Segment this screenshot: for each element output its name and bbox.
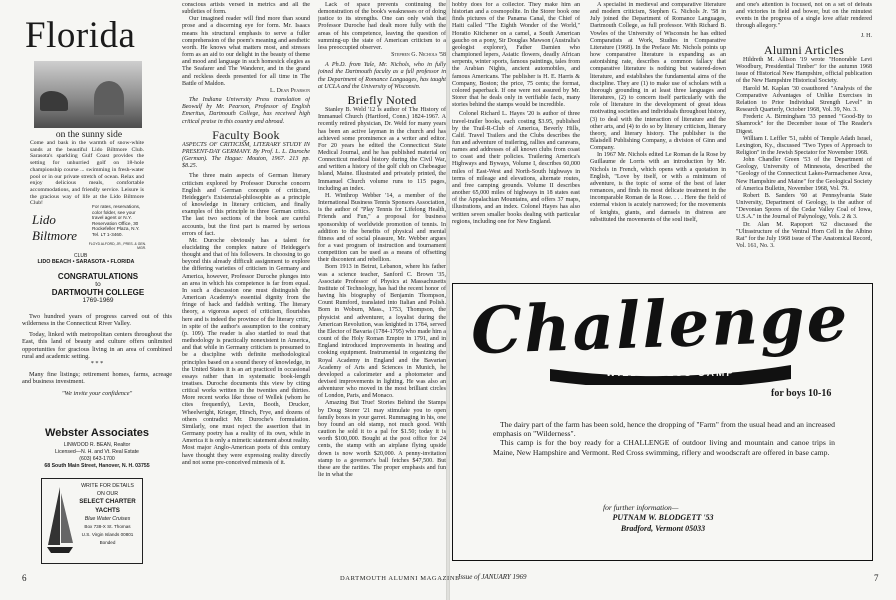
florida-title: Florida [25,15,136,56]
challenge-p2: This camp is for the boy ready for a CHALLENGE of outdoor living and mountain and canoe trips in Maine, New Hampshire and Vermont. Red Cross swimming, riflery and woodscraft are offered in base camp. [493,438,835,457]
congrats-line2: to [95,281,101,288]
yacht-l7: U.S. Virgin Islands 00801 [81,532,134,538]
yacht-ad [41,478,143,564]
col3-p5: Amazing But True! Stories Behind the Stamps by Doug Storer '21 may stimulate you to open family boxes in your garret. Rummaging in his, one boy found an old stamp, not much good. With caution he sold it to a pal for $1.50; today it is worth $100,000. Bought at the post office for 24 cents, the stamp with an airplane flying upside down is now worth $20,000. A penny-invitation stamp to a governor's ball fetches $47,500. But these are the rarities. The proper emphasis and fun lie in what the [318,400,446,478]
r-col3-p3: Harold M. Kaplan '30 coauthored "Analysis of the Comparative Advantages of Unlike Exercises in Relation to Prior Individual Strength Level" in Research Quarterly, October 1968, Vol. 39, No. 3. [736,85,872,114]
florida-subtitle: on the sunny side [55,130,123,140]
yacht-l1: WRITE FOR DETAILS [81,483,134,489]
congrats-line4: 1769-1969 [82,297,114,304]
r-col3-p1: and one's attention is focused, not on a set of defeats and victories in field and bower, but on the minutest events in the progress of a single love affair rendered through allegory." [736,2,872,30]
congrats-p2: Today, linked with metropolitan centers throughout the East, this land of beauty and culture offers unlimited opportunities for gracious living in an area of combined rural and academic setting. [22,330,172,361]
webster-license: Licensed—N. H. and Vt. Real Estate [55,449,139,455]
yacht-l3: SELECT CHARTER [79,498,136,506]
congrats-section [38,272,158,304]
congrats-body [22,313,172,397]
webster-firm: Webster Associates [45,427,149,439]
congrats-stars: * * * [90,360,104,368]
col2-top: conscious artists versed in metrics and all the subtleties of form. [182,2,310,16]
r-col3-sig: J. H. [860,32,872,39]
congrats-p3: Many fine listings; retirement homes, farms, acreage and business investment. [22,370,172,386]
challenge-contact1: PUTNAM W. BLODGETT '53 [612,513,714,522]
left-page-number: 6 [22,573,27,583]
col2-caption: The Indiana University Press translation of Beowulf by Mr. Pearson, Professor of English Emeritus, Dartmouth College, has received high critical praise in this country and abroad. [182,97,310,125]
r-col3-p8: Dr. Alan M. Rapoport '62 discussed the "Ultrastructure of the Ventral Horn Cell in the Albino Rat" for the July 1968 issue of The Anatomical Record, Vol. 161, No. 3. [736,221,872,249]
left-col2 [182,2,310,568]
right-col3 [736,2,872,282]
faculty-book-heading: Faculty Book [212,127,280,142]
faculty-citation: ASPECTS OF CRITICISM, LITERARY STUDY IN PRESENT-DAY GERMANY. By Prof. L. L. Duroche (German). The Hague: Mouton, 1967. 213 pp. $8.25. [182,141,310,170]
webster-address: 68 South Main Street, Hanover, N. H. 03755 [44,463,150,469]
col2-p2: The three main aspects of German literary criticism explored by Professor Duroche concern English and German concepts of criticism, Heidegger's Existenzial-philosophie as a principle of knowledge in literary criticism, and finally examples of this principle in three German critics. The last two sections of the book are careful accounts, but the first part is marred by serious errors of fact. [182,173,310,237]
challenge-body [493,420,835,457]
col3-p4: Born 1913 in Beirut, Lebanon, where his father was a science teacher, Sanford C. Brown '35, Associate Professor of Physics at Massachusetts Institute of Technology, has had the recent honor of having his biography of Benjamin Thompson, Count Rumford, translated into Italian and Polish. Born in Woburn, Mass., 1753, Thompson, the physicist and adventurer, a loyalist during the American Revolution, was knighted in 1784, served the Elector of Bavaria (1784-1795) who made him a count of the Holy Roman Empire in 1791, and in England introduced improvements in heating and cooking equipment. Instrumental in organizing the Royal Academy in England and the Bavarian Academy of Arts and Sciences in Munich, he developed a calorimeter and a photometer and devised improvements in lighting. He was also an adventurer who moved in the most brilliant circles of London, Paris, and Monaco. [318,264,446,400]
col3-p2: Stanley B. Weld '12 is author of The History of Immanuel Church (Hartford, Conn.) 1824-1967. A recently retired physician, Dr. Weld for many years has been an active layman in the church and has achieved some prominence as a writer and editor. For 20 years he edited the Connecticut State Medical Journal, and he has published material on Connecticut medical history during the Civil War, and written a history of the golf club on Chebeague Island, Maine. Illustrated and privately printed, the Immanuel Church volume runs to 115 pages, including an index. [318,107,446,192]
yacht-l8: Bonded [99,540,116,546]
right-col1 [452,2,580,282]
r-col3-p2: Hildreth M. Allison '19 wrote "Honorable Levi Woodbury, Presidential Timber" for the autumn 1968 issue of Historical New Hampshire, official publication of the New Hampshire Historical Society. [736,56,872,85]
col3-p3: H. Winthrop Webber '14, a member of the International Business Tennis Sponsors Association, is the author of "Play Tennis for Lifelong Health, Friends and Fun," a proposal for business sponsorship of worldwide promotion of tennis. In addition to the benefits of physical and mental fitness and of social pleasure, Mr. Webber argues for a vast program of instruction and tournament competition can be used as a means of offsetting their discontent and rebellion. [318,192,446,264]
col2-sig1: L. Dean Pearson [269,87,310,94]
yacht-l2: ON OUR [96,491,119,498]
challenge-contact2: Bradford, Vermont 05033 [620,524,706,533]
florida-manager: FLOYD ALFORD, JR., PRES. & GEN. MGR. [88,242,146,251]
r-col3-p7: Robert B. Sanders '60 at Pennsylvania State University, Department of Geology, is the author of "Devonian Spores of the Cedar Valley Coal of Iowa, U.S.A." in the Journal of Palynology, Vols. 2 & 3. [736,192,872,221]
challenge-logo: Challenge [469,281,851,370]
webster-people: LINWOOD R. BEAN, Realtor [63,442,131,448]
r-col1-p1: hobby does for a collector. They make him an historian and a cosmopolite. In the Storer book one finds pictures of the Panama Canal, the Chief of Haiti called "The Eighth Wonder of the World," Horatio Kitchener on a camel, a South American gaucho on a pony, Sir Douglas Mawson (Australia's geologist explorer), Father Damien who championed lepers, Asiatic flowers, deadly African serpents, winter sports, famous paintings, tales from the Arabian Nights, ancient automobiles, and famous Americans. The publisher is H. E. Harris & Company, Boston; the price, 75 cents; the format, colored paperback. If one were not assured by Mr. Storer that he deals only in verifiable facts, many stories behind the stamps would be incredible. [452,2,580,109]
florida-beach-photo [34,61,142,128]
yacht-l5: Blue Water Cruises [84,515,131,522]
footer-issue: Issue of JANUARY 1969 [458,573,527,581]
r-col1-p2: Colonel Richard L. Hayes '20 is author of three travel-trailer books, each costing $3.95, published by the Trail-R-Club of America, Beverly Hills, Calif. Travel Trailers and the Clubs describes the fun and adventure of trailering, rallies and caravans, names and addresses of all known clubs from coast to coast and their policies. Trailering America's Highways and Byways, Volume I, describes 60,000 miles of East-West and North-South highways in terms of mileage and elevations, alternate routes, and free camping grounds. Volume II describes another 65,000 miles of highways in 18 states east of the Appalachian Mountains, and offers 37 maps, illustrations, and an index. Colonel Hayes has also written seven smaller books dealing with particular regions, including one for New England. [452,111,580,225]
florida-ad [22,16,144,296]
col3-bio: A Ph.D. from Yale, Mr. Nichols, who in fully joined the Dartmouth faculty as a full professor in the Department of Romance Languages, has taught at UCLA and the University of Wisconsin. [318,62,446,90]
florida-rates: For rates, reservations, color folder, see your travel agent or N.Y. Reservation Office, 30 Rockefeller Plaza, N.Y. Tel. LT 1-3460. [92,204,141,237]
yacht-text [75,482,140,548]
challenge-ad [452,283,873,561]
sailboat-icon [45,485,75,557]
challenge-banner-text: WILDERNESS CAMP [606,368,735,379]
left-col3 [318,2,446,568]
lido-address: LIDO BEACH • SARASOTA • FLORIDA [37,259,135,265]
challenge-banner [548,359,793,385]
col3-sig: Stephen G. Nichols '58 [391,52,446,59]
congrats-line1: CONGRATULATIONS [57,272,139,281]
lido-club-label: CLUB [74,253,88,259]
florida-body: Come and bask in the warmth of snow-white sands at the beautiful Lido Biltmore Club. Sarasota's sparkling Gulf Coast provides the setting for unhurried golf on 18-hole championship course ... swimming in fresh-water pool or in our private stretch of ocean. Relax and enjoy delicious meals, comfortable accommodations, and friendly service. Leisure is the gracious way of life at the Lido Biltmore Club! [30,140,144,207]
right-page [450,0,896,600]
col3-p1: Lack of space prevents continuing the demonstration of the book's weaknesses or of doing justice to its strengths. One can only wish that Professor Duroche had dealt more fully with the areas of his competence, leaving the question of summing-up the state of American criticism to a less preoccupied observer. [318,2,446,51]
challenge-p1: The dairy part of the farm has been sold, hence the dropping of "Farm" from the usual head and an increased emphasis on "Wilderness". [493,420,835,439]
r-col2-p1: A specialist in medieval and comparative literature and modern criticism, Stephen G. Nichols Jr. '58 in July joined the Department of Romance Languages, Dartmouth College, as full professor. With Richard B. Vowles of the University of Wisconsin he has edited Comparatists at Work, Studies in Comparative Literature (1968). In the Preface Mr. Nichols points up how comparative literature is expanding as an astonishing rate, describes a common fallacy that comparative literature is nothing but watered-down literature, and establishes the fundamental aims of the discipline. They are (1) to make use of scholars with a thorough grounding in at least three languages and literatures, (2) to concern itself particularly with the role of literature in the development of great ideas motivating societies and individuals throughout history, (3) to deal with the interaction of literature and the other arts, and (4) to do so by literary criticism, literary theory, and literary history. The publisher is the Blaisdell Publishing Company, a division of Ginn and Company. [590,2,726,152]
magazine-footer: DARTMOUTH ALUMNI MAGAZINE [340,575,460,582]
col2-p1: Our imagined reader will find more than sound prose and a discerning eye for form. Mr. Isaacs means his structural emphasis to serve a fuller comprehension of the poem's meaning and aesthetic worth. He knows what matters most, and stresses form as an aid to our delight in the beauty of theme and mood and language in such homesick elegies as The Seafarer and The Wanderer, and in the grand and reckless deeds presented for all time in The Battle of Maldon. [182,16,310,87]
r-col3-p4: Frederic A. Birmingham '33 penned "Good-By to Shamrock" for the December issue of The Reader's Digest. [736,114,872,135]
briefly-noted-heading: Briefly Noted [347,92,417,107]
right-page-number: 7 [874,573,879,583]
congrats-slogan: "We invite your confidence" [61,389,133,397]
alumni-articles-heading: Alumni Articles [764,42,844,57]
challenge-ages: for boys 10-16 [771,388,832,399]
congrats-line3: DARTMOUTH COLLEGE [51,288,145,297]
r-col2-p2: In 1967 Mr. Nichols edited Le Roman de la Rose by Guillaume de Lorris with an introduction by Mr. Nichols in French, which opens with a quotation in English, "Love by itself, or with a minimum of adventure, is the topic of some of the best of later romances, and finds its most delicate treatment in the incomparable Roman de la Rose. . . . Here the field of external vision is acutely narrowed; for the movements of knights, giants, and damsels in distress are substituted the movements of the soul itself, [590,152,726,223]
challenge-info: for further information— [603,503,679,512]
r-col3-p5: William I. Leffler '51, rabbi of Temple Adath Israel, Lexington, Ky., discussed "Two Types of Approach to Religion" in the Jewish Spectator for November 1968. [736,135,872,156]
congrats-p1: Two hundred years of progress carved out of this wilderness in the Connecticut River Valley. [22,313,172,328]
right-col2 [590,2,726,282]
webster-phone: (603) 643-1700 [79,456,115,462]
left-page [0,0,446,600]
r-col3-p6: John Chandler Green '53 of the Department of Geology, University of Minnesota, described the "Geology of the Connecticut Lakes-Parmachenee Area, New Hampshire and Maine" for the Geological Society of America Bulletin, November 1968, Vol. 79. [736,157,872,192]
yacht-l4: YACHTS [95,506,120,514]
col2-p3: Mr. Duroche obviously has a talent for elucidating the complex nature of Heidegger's thought and that of his followers. In choosing to go beyond this already difficult assignment to explore the differing varieties of criticism in Germany and America, however, Professor Duroche plunges into an area in which his competence is far from equal. In such a discussion one must distinguish the American Academy's essential dignity from the fringe of hack and faddish writing. The literary theory, a vigorous aspect of criticism, flourishes here and is indeed the province of the literary critic, in spite of the author's assumption to the contrary (p. 109). The reader is also startled to read that methodology is practically nonexistent in America, and that while in Germany criticism is presumed to be a discipline with definite methodological principles based on a sound theory of knowledge, in the United States it is an art practiced in occasional essays rather than in systematic book-length treatises. Duroche documents this view by citing critical works written in the twenties and thirties. More recent works like those of Wellek (whom he cites frequently), Levin, Booth, Drucker, Wheelwright, Krieger, Hirsch, Frye, and dozens of others contradict Mr. Duroche's formulation. Similarly, one must reject the assertion that in Germany poetry has a reality of its own, while in America it is only a mimetic statement about reality. Most major Anglo-American poets of this century have thought they were expressing reality directly and not some pre-conceived mimesis of it. [182,237,310,466]
lido-biltmore-logo: Lido Biltmore [32,212,78,243]
yacht-l6: Box 738-X St. Thomas [84,524,131,530]
